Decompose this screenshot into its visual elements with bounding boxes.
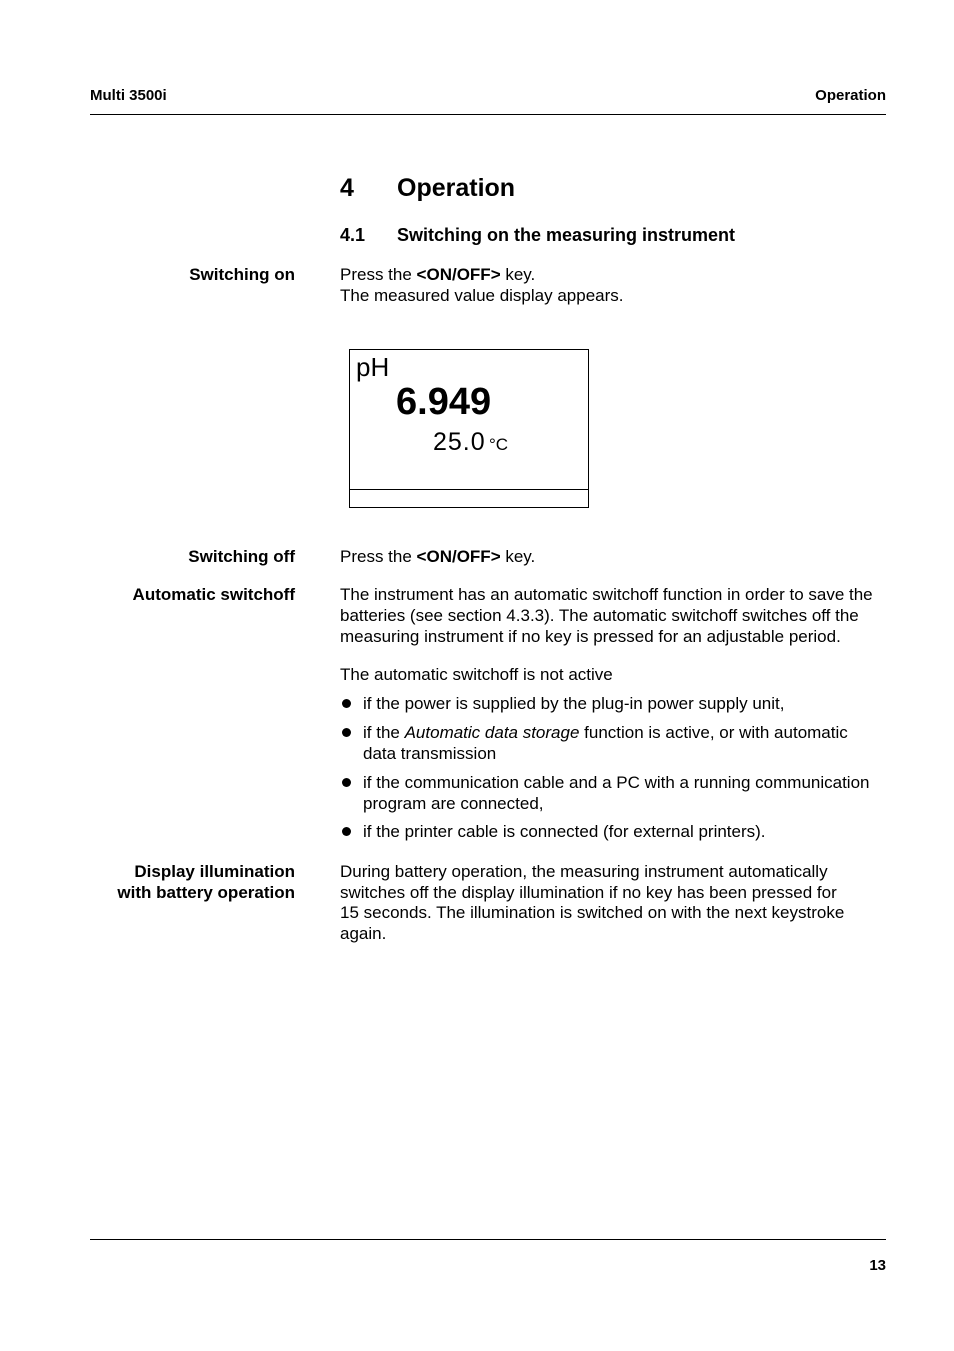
page-number: 13	[869, 1257, 886, 1274]
switching-on-label: Switching on	[189, 265, 295, 284]
key-text: key.	[500, 265, 536, 284]
display-illumination-line4: again.	[340, 924, 387, 943]
display-temperature: 25.0	[433, 428, 486, 456]
automatic-switchoff-line1: The instrument has an automatic switchoff function in order to save the	[340, 585, 873, 604]
display-temp-unit: °C	[489, 435, 509, 454]
display-illumination-line1: During battery operation, the measuring instrument automatically	[340, 862, 828, 881]
automatic-switchoff-label: Automatic switchoff	[132, 585, 295, 604]
key-text: key.	[500, 547, 536, 566]
header-rule	[90, 114, 886, 115]
not-active-intro: The automatic switchoff is not active	[340, 665, 613, 684]
display-value: 6.949	[396, 381, 492, 423]
on-off-key: <ON/OFF>	[416, 265, 501, 284]
automatic-switchoff-line3: measuring instrument if no key is pressed for an adjustable period.	[340, 627, 841, 646]
bullet-data-storage-line2: data transmission	[363, 744, 497, 763]
press-text: Press the	[340, 265, 417, 284]
chapter-title: Operation	[397, 174, 516, 202]
bullet-printer-cable: if the printer cable is connected (for external printers).	[363, 822, 766, 841]
footer-rule	[90, 1239, 886, 1240]
switching-on-line2: The measured value display appears.	[340, 286, 624, 305]
bullet-icon	[342, 827, 351, 836]
display-status-divider	[350, 489, 588, 490]
header-left: Multi 3500i	[90, 87, 167, 104]
switching-off-label: Switching off	[188, 547, 295, 566]
bullet-text: function is active, or with automatic	[579, 723, 848, 742]
section-number: 4.1	[340, 225, 366, 245]
chapter-number: 4	[340, 174, 354, 202]
header-right: Operation	[815, 87, 886, 104]
bullet-icon	[342, 728, 351, 737]
function-name: Automatic data storage	[404, 723, 580, 742]
bullet-icon	[342, 778, 351, 787]
bullet-power-supply: if the power is supplied by the plug-in power supply unit,	[363, 694, 785, 713]
automatic-switchoff-line2: batteries (see section 4.3.3). The automatic switchoff switches off the	[340, 606, 859, 625]
bullet-communication-cable: if the communication cable and a PC with a running communication	[363, 773, 870, 792]
measured-value-display	[349, 349, 589, 508]
display-illumination-line2: switches off the display illumination if no key has been pressed for	[340, 883, 837, 902]
bullet-data-storage	[363, 722, 848, 743]
bullet-communication-cable-line2: program are connected,	[363, 794, 544, 813]
display-mode: pH	[356, 352, 390, 382]
press-text: Press the	[340, 547, 417, 566]
switching-on-line1	[340, 264, 535, 285]
on-off-key: <ON/OFF>	[416, 547, 501, 566]
display-illumination-line3: 15 seconds. The illumination is switched on with the next keystroke	[340, 903, 845, 922]
bullet-text: if the	[363, 723, 405, 742]
display-illumination-label-line1: Display illumination	[134, 862, 295, 881]
bullet-icon	[342, 699, 351, 708]
section-title: Switching on the measuring instrument	[397, 225, 736, 245]
switching-off-text	[340, 546, 535, 567]
display-illumination-label-line2: with battery operation	[117, 883, 295, 902]
